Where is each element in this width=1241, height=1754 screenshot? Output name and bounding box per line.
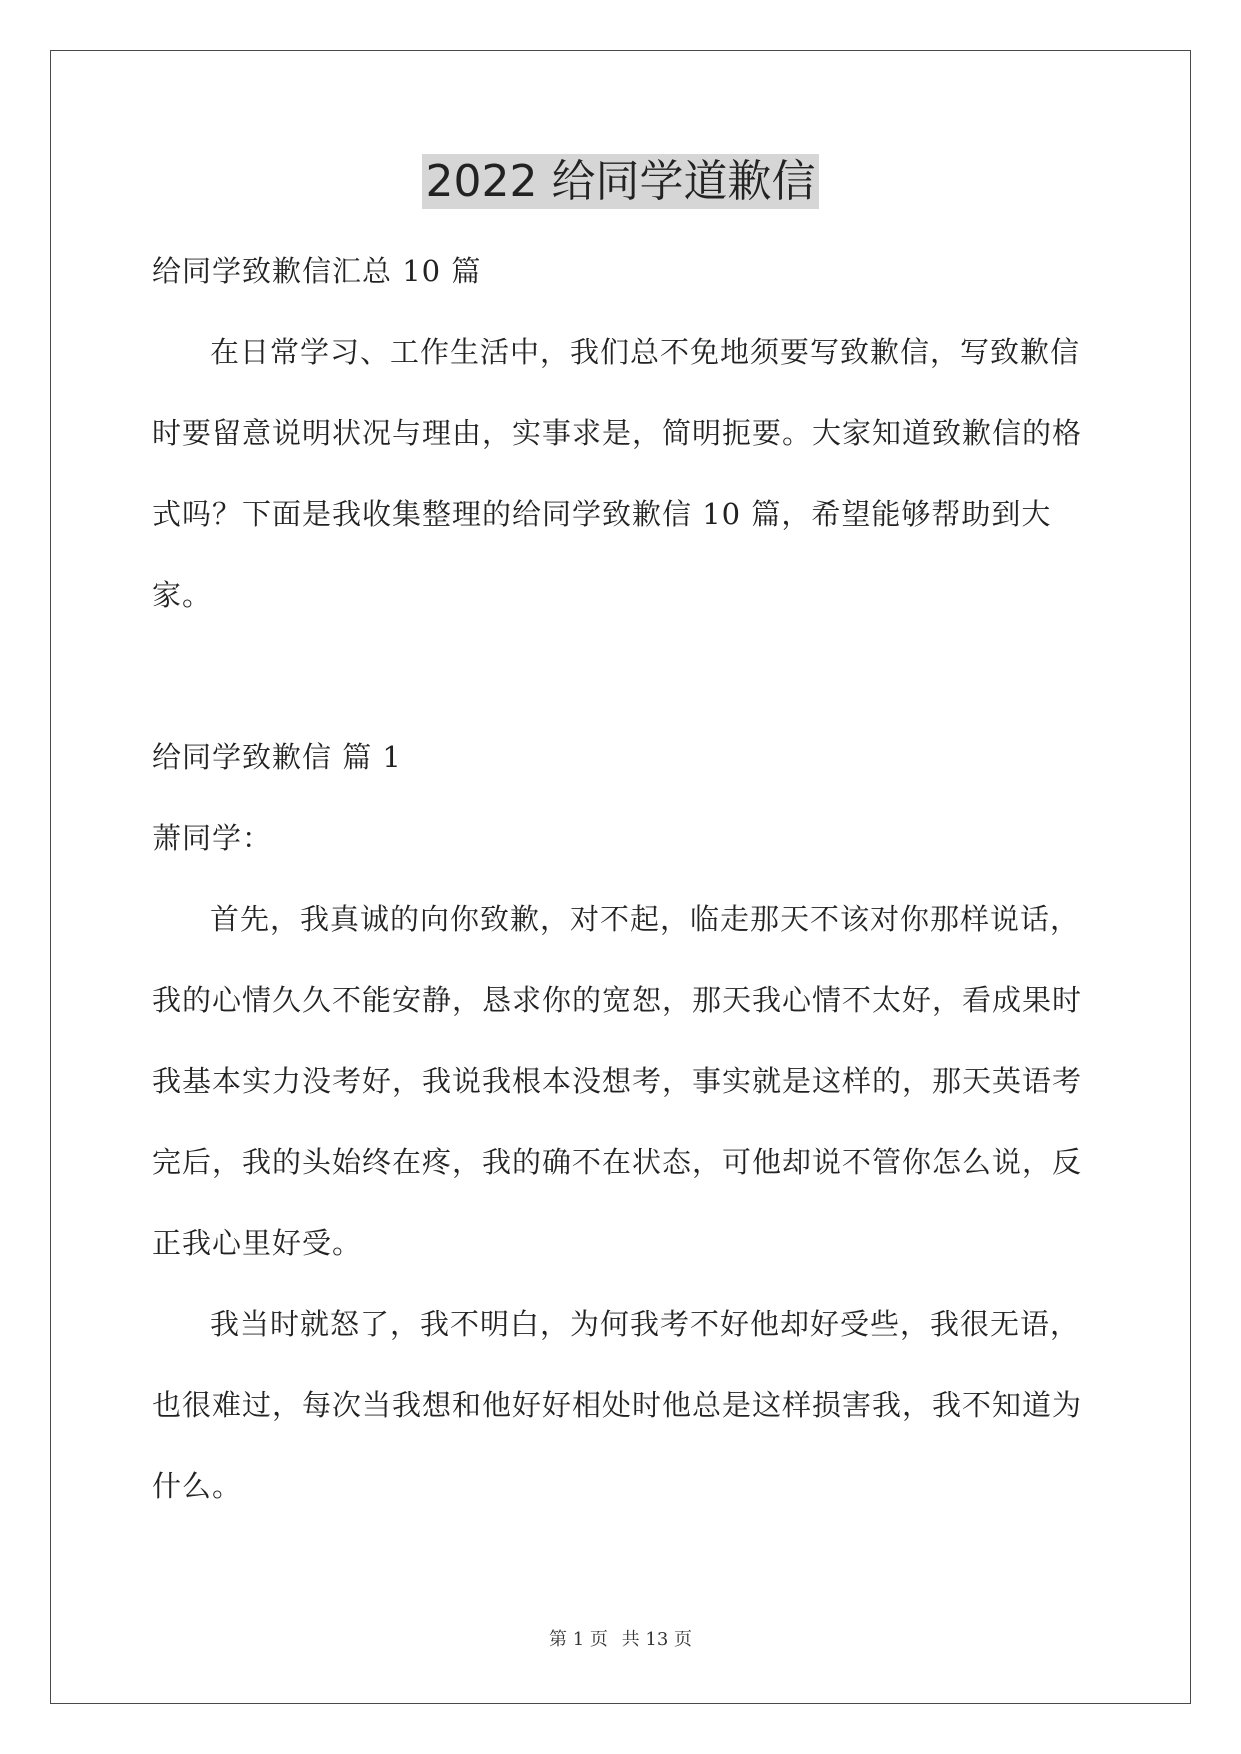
subtitle: 给同学致歉信汇总 10 篇: [152, 254, 482, 288]
body-paragraph-1: 首先，我真诚的向你致歉，对不起，临走那天不该对你那样说话，我的心情久久不能安静，恳求你的宽恕，那天我心情不太好，看成果时我基本实力没考好，我说我根本没想考，事实就是这样的，那天英语考完后，我的头始终在疼，我的确不在状态，可他却说不管你怎么说，反正我心里好受。: [152, 902, 1083, 1260]
section-spacer: [152, 636, 1092, 717]
document-body: [152, 231, 1092, 1527]
page-total: 共 13 页: [621, 1629, 692, 1650]
salutation: 萧同学：: [152, 821, 273, 855]
intro-paragraph: 在日常学习、工作生活中，我们总不免地须要写致歉信，写致歉信时要留意说明状况与理由，实事求是，简明扼要。大家知道致歉信的格式吗？下面是我收集整理的给同学致歉信 10 篇，希望能够帮助到大家。: [152, 335, 1083, 612]
section-heading: 给同学致歉信 篇 1: [152, 740, 402, 774]
title-text: 2022 给同学道歉信: [422, 154, 820, 209]
body-paragraph-2: 我当时就怒了，我不明白，为何我考不好他却好受些，我很无语，也很难过，每次当我想和他好好相处时他总是这样损害我，我不知道为什么。: [152, 1307, 1083, 1503]
document-title: [0, 150, 1241, 214]
page-number: 第 1 页: [549, 1629, 608, 1650]
page-footer: [0, 1628, 1241, 1652]
